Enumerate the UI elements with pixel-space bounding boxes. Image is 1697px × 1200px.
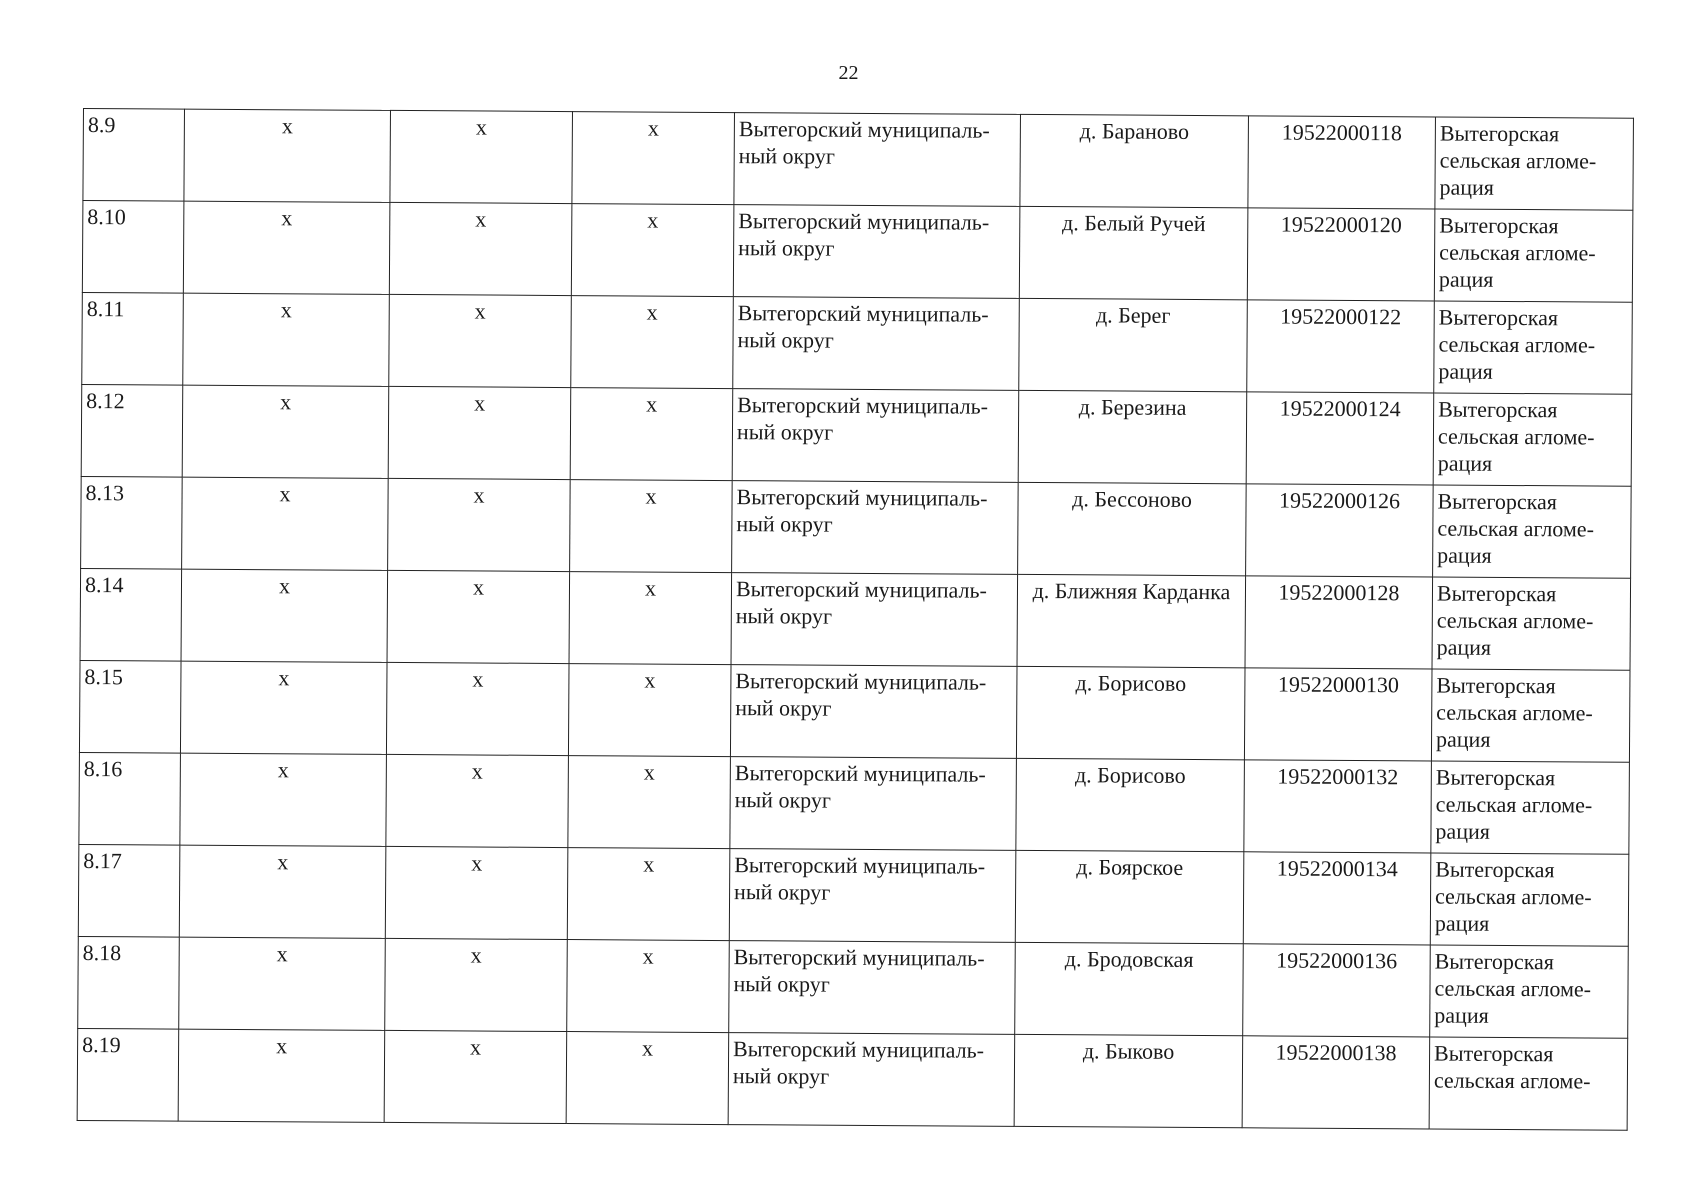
district-cell (732, 389, 1019, 483)
x-mark-cell: x (384, 1030, 567, 1123)
district-line: Вытегорский муниципаль- (735, 668, 987, 695)
oktmo-code-cell: 19522000134 (1243, 852, 1431, 945)
x-mark-cell: x (568, 664, 731, 757)
table-row (78, 936, 1629, 1038)
x-mark-cell: x (181, 569, 388, 662)
agglomeration-line: сельская агломе- (1437, 515, 1595, 542)
agglomeration-line: рация (1434, 910, 1490, 936)
agglomeration-line: Вытегорская (1436, 580, 1557, 607)
district-line: Вытегорский муниципаль- (733, 1036, 985, 1063)
x-mark-cell: x (178, 1029, 385, 1122)
x-mark-cell: x (572, 112, 735, 205)
x-mark-cell: x (179, 845, 386, 938)
table-row (77, 1028, 1628, 1130)
agglomeration-line: сельская агломе- (1433, 1067, 1591, 1094)
district-line: Вытегорский муниципаль- (734, 760, 986, 787)
district-cell (730, 757, 1017, 851)
agglomeration-line: Вытегорская (1434, 1040, 1554, 1067)
x-mark-cell: x (385, 938, 568, 1031)
x-mark-cell: x (567, 848, 730, 941)
settlement-cell: д. Боярское (1015, 850, 1244, 943)
district-line: ный округ (737, 327, 834, 353)
agglomeration-line: сельская агломе- (1439, 239, 1596, 266)
settlement-cell: д. Борисово (1016, 758, 1245, 851)
x-mark-cell: x (570, 480, 733, 573)
agglomeration-line: сельская агломе- (1435, 791, 1593, 818)
settlement-cell: д. Борисово (1016, 666, 1245, 759)
district-line: Вытегорский муниципаль- (734, 852, 986, 879)
x-mark-cell: x (567, 940, 730, 1033)
x-mark-cell: x (386, 662, 569, 755)
x-mark-cell: x (180, 753, 387, 846)
oktmo-code-cell: 19522000136 (1243, 944, 1431, 1037)
row-number-cell: 8.12 (81, 384, 183, 477)
district-line: ный округ (735, 603, 833, 629)
row-number-cell: 8.18 (78, 936, 180, 1029)
x-mark-cell: x (571, 204, 734, 297)
settlement-cell: д. Бродовская (1015, 942, 1244, 1035)
district-line: ный округ (736, 511, 833, 537)
district-line: Вытегорский муниципаль- (733, 944, 985, 971)
settlement-cell: д. Берег (1019, 298, 1248, 391)
district-line: Вытегорский муниципаль- (738, 116, 990, 143)
agglomeration-cell (1431, 669, 1630, 762)
x-mark-cell: x (568, 756, 731, 849)
agglomeration-line: Вытегорская (1435, 856, 1555, 883)
row-number-cell: 8.16 (79, 752, 181, 845)
agglomeration-line: рация (1437, 450, 1493, 476)
oktmo-code-cell: 19522000122 (1247, 300, 1435, 393)
oktmo-code-cell: 19522000132 (1244, 760, 1432, 853)
page-number: 22 (838, 62, 859, 84)
agglomeration-line: Вытегорская (1434, 948, 1555, 975)
agglomeration-cell (1431, 761, 1630, 854)
district-line: ный округ (733, 971, 830, 997)
district-cell (731, 573, 1018, 667)
agglomeration-cell (1433, 393, 1632, 486)
agglomeration-cell (1434, 209, 1633, 302)
x-mark-cell: x (182, 385, 389, 478)
table-row (79, 752, 1630, 854)
district-line: ный округ (736, 419, 834, 445)
row-number-cell: 8.19 (77, 1028, 179, 1121)
row-number-cell: 8.9 (83, 109, 185, 202)
x-mark-cell: x (183, 201, 390, 294)
x-mark-cell: x (386, 754, 569, 847)
agglomeration-line: Вытегорская (1438, 304, 1559, 331)
table-row (79, 660, 1630, 762)
table-row (82, 201, 1633, 303)
agglomeration-line: Вытегорская (1438, 396, 1558, 423)
district-line: ный округ (738, 235, 835, 261)
agglomeration-cell (1433, 485, 1632, 578)
table-body (77, 109, 1633, 1131)
settlement-cell: д. Белый Ручей (1019, 206, 1248, 299)
row-number-cell: 8.13 (81, 476, 183, 569)
agglomeration-line: сельская агломе- (1437, 423, 1595, 450)
district-line: Вытегорский муниципаль- (738, 208, 990, 235)
district-line: ный округ (732, 1063, 830, 1089)
district-cell (729, 941, 1016, 1035)
table-row (81, 476, 1632, 578)
oktmo-code-cell: 19522000138 (1242, 1036, 1430, 1129)
agglomeration-line: Вытегорская (1436, 672, 1556, 699)
district-cell (733, 205, 1020, 299)
district-line: Вытегорский муниципаль- (735, 576, 987, 603)
agglomeration-cell (1430, 945, 1629, 1038)
district-cell (729, 849, 1016, 943)
agglomeration-line: рация (1435, 726, 1491, 752)
agglomeration-line: рация (1438, 358, 1493, 384)
x-mark-cell: x (566, 1032, 729, 1125)
settlements-table (77, 108, 1634, 1131)
agglomeration-cell (1432, 577, 1631, 670)
district-cell (730, 665, 1017, 759)
x-mark-cell: x (182, 477, 389, 570)
agglomeration-line: Вытегорская (1435, 764, 1556, 791)
agglomeration-line: Вытегорская (1439, 212, 1559, 239)
agglomeration-line: Вытегорская (1439, 120, 1560, 147)
district-line: ный округ (734, 787, 831, 813)
agglomeration-cell (1429, 1037, 1628, 1130)
oktmo-code-cell: 19522000118 (1248, 116, 1436, 209)
settlement-cell: д. Бараново (1020, 114, 1249, 207)
agglomeration-line: Вытегорская (1437, 488, 1557, 515)
agglomeration-line: рация (1439, 174, 1495, 200)
agglomeration-line: рация (1435, 818, 1490, 844)
x-mark-cell: x (183, 293, 390, 386)
table-row (81, 384, 1632, 486)
district-cell (732, 481, 1019, 575)
agglomeration-line: сельская агломе- (1434, 975, 1592, 1002)
table-row (82, 292, 1633, 394)
agglomeration-line: сельская агломе- (1436, 607, 1594, 634)
agglomeration-line: сельская агломе- (1434, 883, 1592, 910)
settlement-cell: д. Быково (1014, 1034, 1243, 1127)
district-line: ный округ (735, 695, 832, 721)
x-mark-cell: x (184, 109, 391, 202)
x-mark-cell: x (180, 661, 387, 754)
agglomeration-line: рация (1436, 634, 1492, 660)
settlement-cell: д. Березина (1018, 390, 1247, 483)
settlement-cell: д. Ближняя Карданка (1017, 574, 1246, 667)
district-cell (728, 1033, 1015, 1127)
agglomeration-line: рация (1438, 266, 1494, 292)
row-number-cell: 8.11 (82, 292, 184, 385)
row-number-cell: 8.10 (82, 201, 184, 294)
table-row (78, 844, 1629, 946)
table-row (83, 109, 1634, 211)
x-mark-cell: x (570, 388, 733, 481)
agglomeration-line: рация (1437, 542, 1492, 568)
row-number-cell: 8.14 (80, 568, 182, 661)
x-mark-cell: x (388, 478, 571, 571)
oktmo-code-cell: 19522000120 (1247, 208, 1435, 301)
district-line: Вытегорский муниципаль- (736, 484, 988, 511)
row-number-cell: 8.17 (78, 844, 180, 937)
district-line: Вытегорский муниципаль- (737, 300, 989, 327)
settlement-cell: д. Бессоново (1018, 482, 1247, 575)
district-cell (734, 113, 1021, 207)
oktmo-code-cell: 19522000128 (1245, 576, 1433, 669)
x-mark-cell: x (385, 846, 568, 939)
x-mark-cell: x (387, 570, 570, 663)
table-row (80, 568, 1631, 670)
x-mark-cell: x (571, 296, 734, 389)
district-cell (733, 297, 1020, 391)
x-mark-cell: x (389, 202, 572, 295)
oktmo-code-cell: 19522000124 (1246, 392, 1434, 485)
oktmo-code-cell: 19522000126 (1246, 484, 1434, 577)
x-mark-cell: x (390, 110, 573, 203)
agglomeration-line: сельская агломе- (1436, 699, 1593, 726)
x-mark-cell: x (179, 937, 386, 1030)
agglomeration-cell (1434, 301, 1633, 394)
agglomeration-line: сельская агломе- (1438, 331, 1596, 358)
agglomeration-cell (1435, 117, 1634, 210)
x-mark-cell: x (569, 572, 732, 665)
agglomeration-cell (1430, 853, 1629, 946)
agglomeration-line: рация (1434, 1002, 1489, 1028)
x-mark-cell: x (389, 294, 572, 387)
district-line: ный округ (738, 143, 836, 169)
x-mark-cell: x (388, 386, 571, 479)
oktmo-code-cell: 19522000130 (1244, 668, 1432, 761)
district-line: Вытегорский муниципаль- (737, 392, 989, 419)
agglomeration-line: сельская агломе- (1439, 147, 1597, 174)
district-line: ный округ (734, 879, 831, 905)
row-number-cell: 8.15 (79, 660, 181, 753)
